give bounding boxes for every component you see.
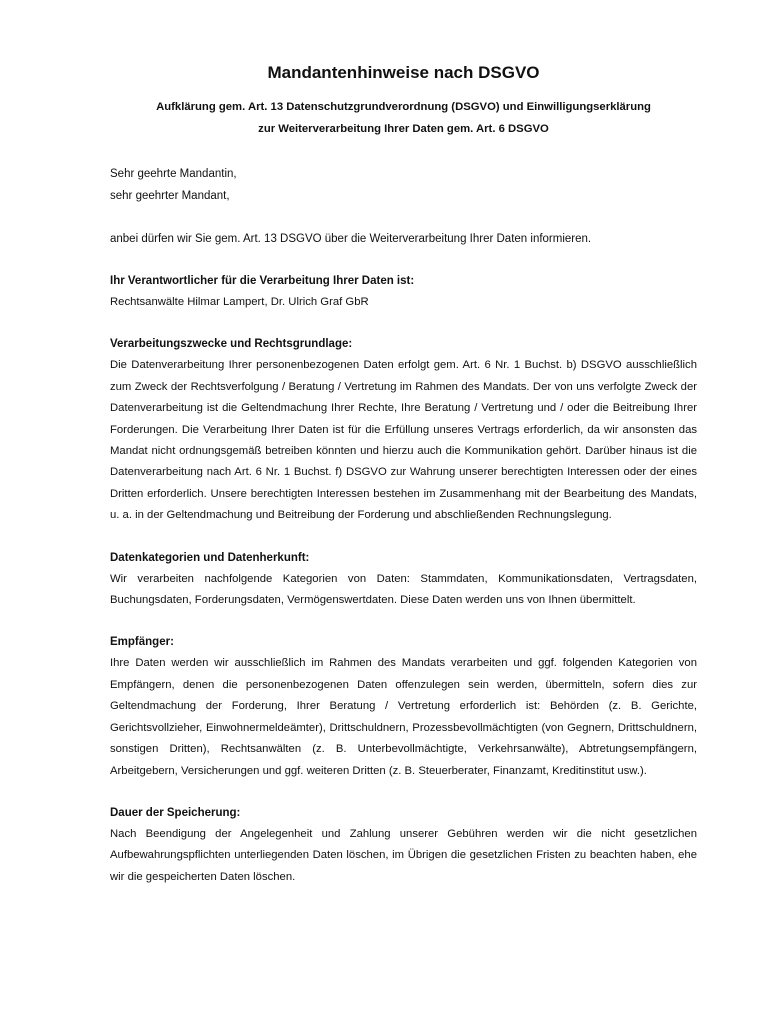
document-subtitle-line-2: zur Weiterverarbeitung Ihrer Daten gem. Art. 6 DSGVO: [258, 123, 549, 135]
section-purposes: [110, 333, 697, 526]
section-text: Rechtsanwälte Hilmar Lampert, Dr. Ulrich Graf GbR: [110, 296, 369, 308]
section-heading: Dauer der Speicherung:: [110, 806, 241, 819]
section-heading: Verarbeitungszwecke und Rechtsgrundlage:: [110, 338, 353, 351]
section-text: Nach Beendigung der Angelegenheit und Zahlung unserer Gebühren werden wir die nicht gesetzlichen Aufbewahrungspflichten unterliegenden Daten löschen, im Übrigen die gesetzlichen Fristen zu beachten haben, ehe wir die gespeicherten Daten löschen.: [110, 827, 697, 883]
section-recipients: [110, 631, 697, 781]
document-page: [110, 62, 697, 888]
document-subtitle-line-1: Aufklärung gem. Art. 13 Datenschutzgrundverordnung (DSGVO) und Einwilligungserklärung: [156, 101, 651, 113]
salutation-line-1: Sehr geehrte Mandantin,: [110, 168, 237, 180]
section-heading: Empfänger:: [110, 636, 174, 649]
section-heading: Ihr Verantwortlicher für die Verarbeitung Ihrer Daten ist:: [110, 275, 415, 287]
salutation: [110, 163, 697, 207]
section-text: Wir verarbeiten nachfolgende Kategorien von Daten: Stammdaten, Kommunikationsdaten, Vertragsdaten, Buchungsdaten, Forderungsdaten, Vermögenswertdaten. Diese Daten werden uns von Ihnen übermittelt.: [110, 572, 697, 607]
section-storage-duration: [110, 802, 697, 888]
document-title: Mandantenhinweise nach DSGVO: [267, 63, 540, 82]
section-text: Die Datenverarbeitung Ihrer personenbezogenen Daten erfolgt gem. Art. 6 Nr. 1 Buchst. b) DSGVO ausschließlich zum Zweck der Rechtsverfolgung / Beratung / Vertretung im Rahmen des Mandats. Der von uns verfolgte Zweck der Datenverarbeitung ist die Geltendmachung Ihrer Rechte, Ihre Beratung / Vertretung und / oder die Beitreibung Ihrer Forderungen. Die Verarbeitung Ihrer Daten ist für die Erfüllung unseres Vertrags erforderlich, da wir ansonsten das Mandat nicht ordnungsgemäß betreiben könnten und hierzu auch die Kommunikation gehört. Darüber hinaus ist die Datenverarbeitung nach Art. 6 Nr. 1 Buchst. f) DSGVO zur Wahrung unserer berechtigten Interessen oder der eines Dritten erforderlich. Unsere berechtigten Interessen bestehen im Zusammenhang mit der Bearbeitung des Mandats, u. a. in der Geltendmachung und Beitreibung der Forderung und abschließenden Rechnungslegung.: [110, 359, 697, 522]
intro-paragraph: anbei dürfen wir Sie gem. Art. 13 DSGVO über die Weiterverarbeitung Ihrer Daten informieren.: [110, 233, 592, 245]
section-data-categories: [110, 547, 697, 612]
salutation-line-2: sehr geehrter Mandant,: [110, 190, 230, 202]
section-heading: Datenkategorien und Datenherkunft:: [110, 551, 310, 564]
section-controller: [110, 270, 697, 313]
section-text: Ihre Daten werden wir ausschließlich im Rahmen des Mandats verarbeiten und ggf. folgenden Kategorien von Empfängern, denen die personenbezogenen Daten offenzulegen sein werden, übermitteln, sofern dies zur Geltendmachung der Forderung, Ihrer Beratung / Vertretung erforderlich ist: Behörden (z. B. Gerichte, Gerichtsvollzieher, Einwohnermeldeämter), Drittschuldnern, Prozessbevollmächtigten (von Gegnern, Drittschuldnern, sonstigen Dritten), Rechtsanwälten (z. B. Unterbevollmächtigte, Verkehrsanwälte), Abtretungsempfängern, Arbeitgebern, Versicherungen und ggf. weiteren Dritten (z. B. Steuerberater, Finanzamt, Kreditinstitut usw.).: [110, 657, 697, 777]
